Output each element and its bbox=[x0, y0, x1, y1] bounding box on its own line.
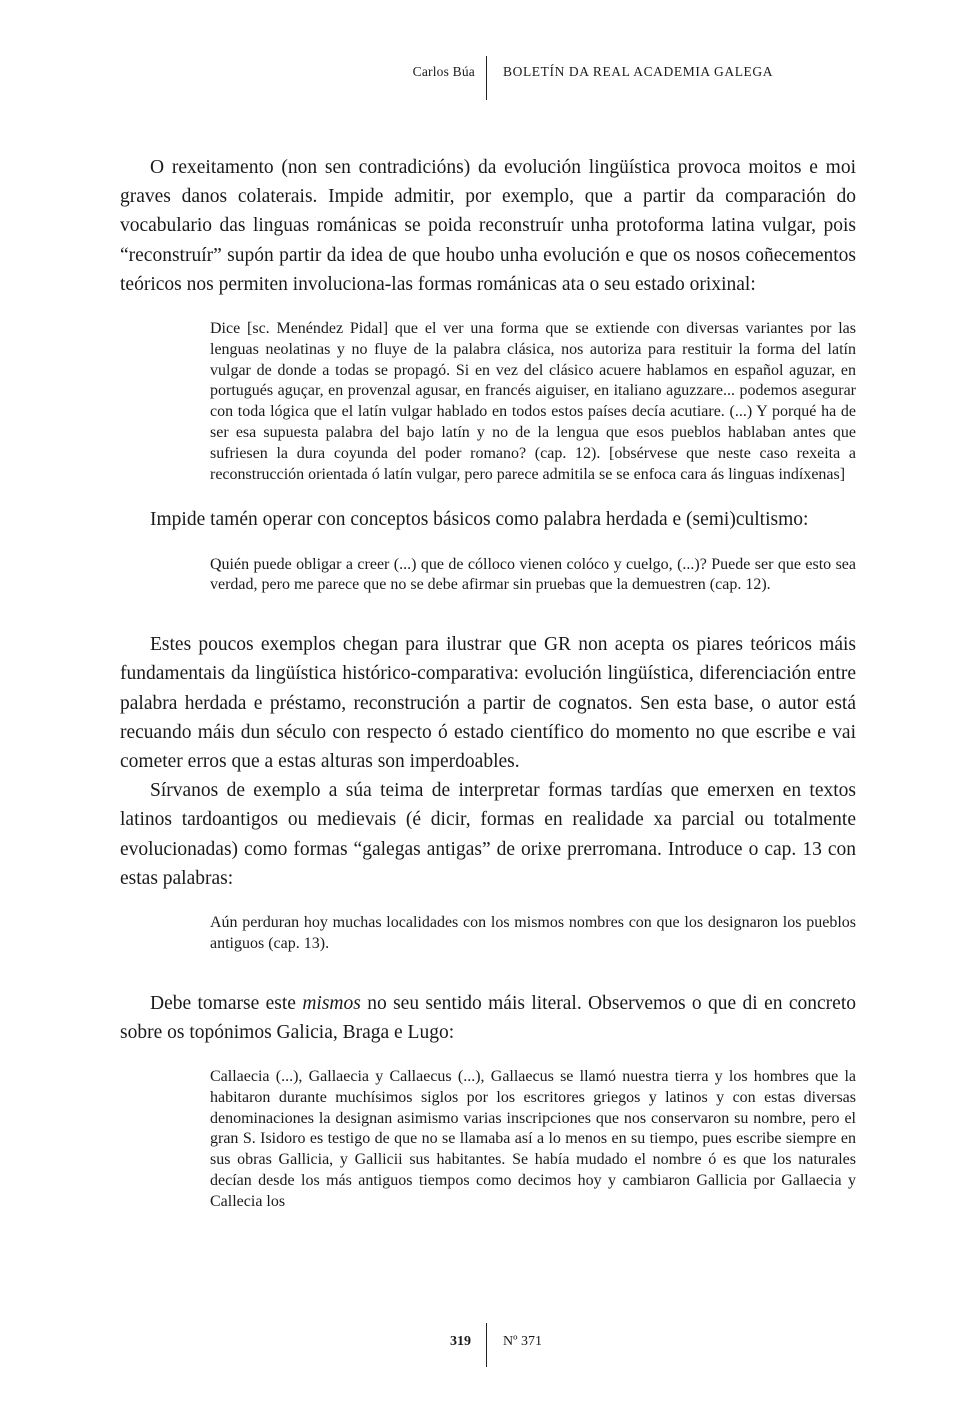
paragraph bbox=[120, 989, 856, 1047]
page-number: 319 bbox=[450, 1334, 471, 1349]
block-quote: Aún perduran hoy muchas localidades con los mismos nombres con que los designaron los pueblos antiguos (cap. 13). bbox=[210, 914, 856, 952]
header-author: Carlos Búa bbox=[412, 64, 475, 79]
paragraph: Sírvanos de exemplo a súa teima de interpretar formas tardías que emerxen en textos latinos tardoantigos ou medievais (é dicir, formas en realidade xa parcial ou totalmente evolucionadas) como formas “galegas antigas” de orixe prerromana. Introduce o cap. 13 con estas palabras: bbox=[120, 780, 856, 889]
paragraph-text: no seu sentido máis literal. Observemos o que di en concreto sobre os topónimos Galicia, Braga e Lugo: bbox=[120, 992, 857, 1043]
paragraph-text: Debe tomarse este bbox=[150, 992, 303, 1014]
paragraph: Estes poucos exemplos chegan para ilustrar que GR non acepta os piares teóricos máis fundamentais da lingüística histórico-comparativa: evolución lingüística, diferenciación entre palabra herdada e préstamo, reconstrución a partir de cognatos. Sen esta base, o autor está recuando máis dun século con respecto ó estado científico do momento no que escribe e vai cometer erros que a estas alturas son imperdoables. bbox=[120, 634, 856, 772]
page-footer bbox=[0, 1323, 975, 1367]
issue-number: Nº 371 bbox=[503, 1334, 542, 1349]
article-body bbox=[120, 153, 856, 1233]
paragraph: Impide tamén operar con conceptos básicos como palabra herdada e (semi)cultismo: bbox=[150, 509, 809, 531]
running-header bbox=[0, 56, 975, 100]
block-quote: Quién puede obligar a creer (...) que de cólloco vienen colóco y cuelgo, (...)? Puede ser que esto sea verdad, pero me parece que no se debe afirmar sin pruebas que la demuestren (cap. 12). bbox=[210, 555, 856, 594]
footer-divider bbox=[486, 1323, 487, 1367]
paragraph: O rexeitamento (non sen contradicións) da evolución lingüística provoca moitos e moi graves danos colaterais. Impide admitir, por exemplo, que a partir da comparación do vocabulario das linguas románicas se poida reconstruír unha protoforma latina vulgar, pois “reconstruír” supón partir da idea de que houbo unha evolución e que os nosos coñecementos teóricos nos permiten involuciona-las formas románicas ata o seu estado orixinal: bbox=[120, 157, 856, 295]
header-journal-title: BOLETÍN DA REAL ACADEMIA GALEGA bbox=[503, 64, 774, 79]
block-quote: Dice [sc. Menéndez Pidal] que el ver una forma que se extiende con diversas variantes por las lenguas neolatinas y no fluye de la palabra clásica, nos autoriza para restituir la forma del latín vulgar de donde a todas se propagó. Si en vez del clásico acuere hablamos en español aguzar, en portugués aguçar, en provenzal agusar, en francés aiguiser, en italiano aguzzare... podemos asegurar con toda lógica que el latín vulgar hablado en todos estos países decía acutiare. (...) Y porqué ha de ser esa supuesta palabra del bajo latín y no de la lengua que esos pueblos hablaban antes que sufriesen la dura coyunda del poder romano? (cap. 12). [obsérvese que neste caso rexeita a reconstrucción orientada ó latín vulgar, pero parece admitila se se enfoca cara ás linguas indíxenas] bbox=[210, 320, 856, 483]
block-quote: Callaecia (...), Gallaecia y Callaecus (...), Gallaecus se llamó nuestra tierra y los hombres que la habitaron durante muchísimos siglos por los escritores griegos y latinos y con estas diversas denominaciones la designan asimismo varias inscripciones que nos conservaron su nombre, pero el gran S. Isidoro es testigo de que no se llamaba así a lo menos en su tiempo, pues escribe siempre en sus obras Gallicia, y Gallicii sus habitantes. Se había mudado el nombre ó es que los naturales decían desde los más antiguos tiempos como decimos hoy y cambiaron Gallicia por Gallaecia y Callecia los bbox=[210, 1068, 856, 1210]
italic-term: mismos bbox=[302, 992, 361, 1014]
header-divider bbox=[486, 56, 487, 100]
